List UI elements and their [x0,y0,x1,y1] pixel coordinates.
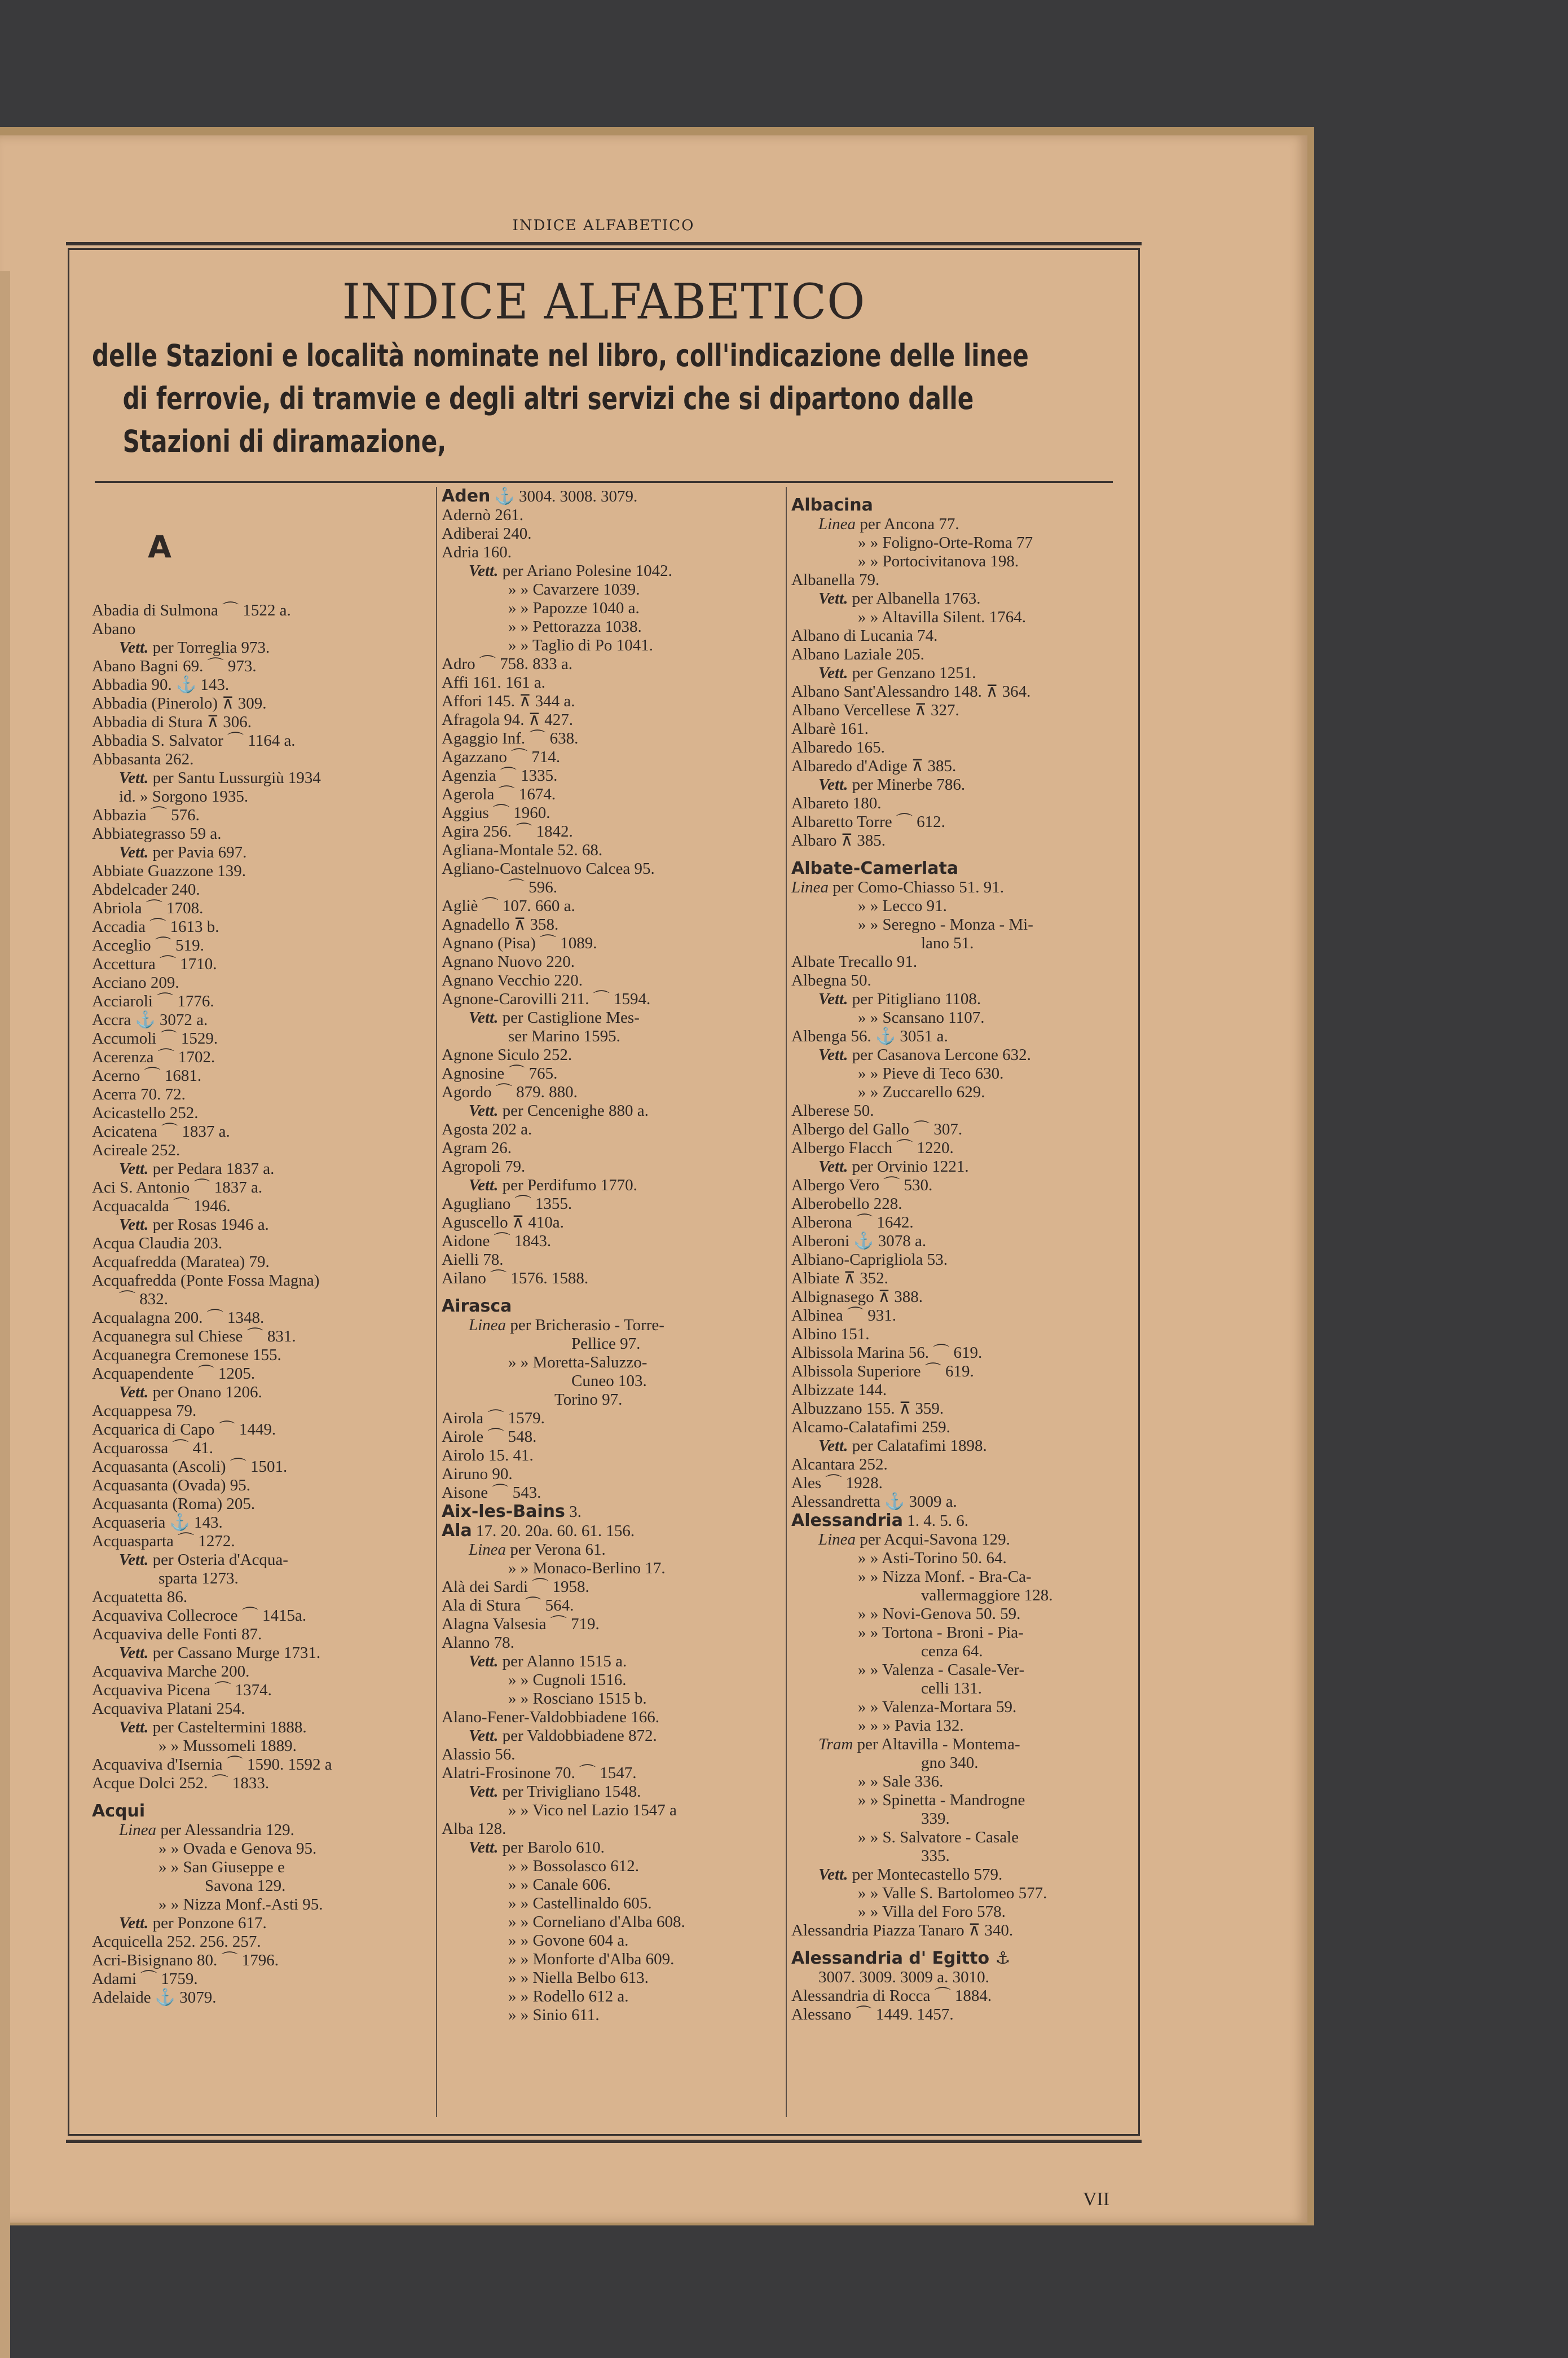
index-entry: Vett. per Albanella 1763. [818,590,981,608]
vettura-label: Vett. [469,1727,499,1745]
index-entry: Linea per Como-Chiasso 51. 91. [791,878,1004,896]
index-entry: 335. [921,1847,950,1865]
index-entry: Aguscello ⊼ 410a. [442,1213,564,1231]
column-divider [786,487,787,2117]
index-entry: Alanno 78. [442,1634,514,1652]
index-entry: Vett. per Alanno 1515 a. [469,1652,627,1670]
index-entry: Adami ⌒ 1759. [92,1970,198,1988]
index-entry: Albano Vercellese ⊼ 327. [791,701,959,719]
index-entry: Acquaviva Picena ⌒ 1374. [92,1681,272,1699]
index-entry: » » Lecco 91. [858,897,947,915]
index-entry: Ala di Stura ⌒ 564. [442,1596,574,1614]
index-entry: Pellice 97. [571,1335,641,1353]
index-entry: Albergo del Gallo ⌒ 307. [791,1120,963,1138]
index-entry: » » Niella Belbo 613. [508,1969,649,1987]
index-entry: Alberese 50. [791,1102,874,1120]
vettura-label: Vett. [119,1718,149,1736]
index-entry: Accra ⚓ 3072 a. [92,1011,208,1029]
index-entry: Agnadello ⊼ 358. [442,916,559,934]
index-entry: Aden ⚓ 3004. 3008. 3079. [442,486,638,506]
vettura-label: Vett. [119,1644,149,1662]
index-entry: Abbiategrasso 59 a. [92,825,222,843]
index-entry: Alagna Valsesia ⌒ 719. [442,1615,600,1633]
index-entry: Acquasanta (Ascoli) ⌒ 1501. [92,1458,288,1476]
vettura-label: Vett. [119,1216,149,1234]
index-entry: » » Valle S. Bartolomeo 577. [858,1884,1047,1902]
index-entry: Vett. per Rosas 1946 a. [119,1216,269,1234]
index-entry: » » Villa del Foro 578. [858,1903,1006,1921]
index-entry: Aci S. Antonio ⌒ 1837 a. [92,1178,263,1196]
index-entry: » » Tortona - Broni - Pia- [858,1624,1024,1642]
index-entry: Torino 97. [554,1391,623,1409]
vettura-label: Vett. [469,562,499,580]
index-entry: Adro ⌒ 758. 833 a. [442,655,572,673]
index-entry: Acquaviva Marche 200. [92,1662,250,1680]
index-entry: lano 51. [921,934,974,952]
index-entry: Acque Dolci 252. ⌒ 1833. [92,1774,270,1792]
index-entry: Alba 128. [442,1820,506,1838]
index-entry: Alessandria Piazza Tanaro ⊼ 340. [791,1921,1014,1939]
index-entry: Vett. per Perdifumo 1770. [469,1176,637,1194]
index-entry: » » Cavarzere 1039. [508,580,640,599]
section-letter: A [148,529,171,565]
index-entry: Agerola ⌒ 1674. [442,785,556,803]
index-entry: Acquafredda (Ponte Fossa Magna) [92,1272,320,1290]
index-entry: Acquafredda (Maratea) 79. [92,1253,270,1271]
station-heading: Acqui [92,1801,146,1821]
index-entry: Albergo Flacch ⌒ 1220. [791,1139,954,1157]
index-frame [68,248,1140,2136]
index-entry: Linea per Alessandria 129. [119,1821,294,1839]
index-entry [791,496,1130,515]
linea-label: Tram [818,1735,853,1753]
index-entry: Alà dei Sardi ⌒ 1958. [442,1578,589,1596]
index-entry [791,1949,1130,1968]
index-entry: Agira 256. ⌒ 1842. [442,822,573,841]
index-entry: » » Monaco-Berlino 17. [508,1559,666,1577]
index-entry: Linea per Acqui-Savona 129. [818,1530,1010,1548]
index-entry [92,1802,430,1821]
index-entry: » » Monforte d'Alba 609. [508,1950,675,1968]
index-entry: Agnone Siculo 252. [442,1046,572,1064]
index-entry: Linea per Ancona 77. [818,515,959,533]
index-entry: Agliè ⌒ 107. 660 a. [442,897,575,915]
index-entry: Abano Bagni 69. ⌒ 973. [92,657,257,675]
index-entry: Acquarica di Capo ⌒ 1449. [92,1420,276,1438]
index-entry: Agordo ⌒ 879. 880. [442,1083,578,1101]
page-title: INDICE ALFABETICO [342,274,866,331]
index-entry: Albaretto Torre ⌒ 612. [791,813,945,831]
index-entry: Acciano 209. [92,974,179,992]
index-entry: Alano-Fener-Valdobbiadene 166. [442,1708,659,1726]
index-entry: » » Canale 606. [508,1876,611,1894]
index-entry: Adria 160. [442,543,512,561]
station-heading: Alessandria d' Egitto ⚓ [791,1948,1011,1968]
index-entry: Acquaviva d'Isernia ⌒ 1590. 1592 a [92,1756,332,1774]
index-entry: Acquacalda ⌒ 1946. [92,1197,231,1215]
index-entry: » » Portocivitanova 198. [858,552,1019,570]
linea-label: Linea [818,515,856,533]
index-entry: Abriola ⌒ 1708. [92,899,204,917]
index-entry: Acqualagna 200. ⌒ 1348. [92,1309,265,1327]
index-entry: » » Vico nel Lazio 1547 a [508,1801,677,1819]
index-entry: » » Sinio 611. [508,2006,600,2024]
station-heading: Albate-Camerlata [791,859,959,878]
index-entry [791,859,1130,878]
index-entry: Acquasanta (Ovada) 95. [92,1476,251,1494]
index-entry: Acquapendente ⌒ 1205. [92,1365,256,1383]
index-column-1 [92,487,430,2007]
linea-label: Linea [818,1530,856,1548]
index-entry: Savona 129. [205,1877,286,1895]
index-entry: » » Scansano 1107. [858,1009,985,1027]
index-entry: Airola ⌒ 1579. [442,1409,545,1427]
vettura-label: Vett. [469,1652,499,1670]
index-entry: Alcantara 252. [791,1455,888,1473]
index-entry: Albano Laziale 205. [791,645,924,663]
index-entry: Acquatetta 86. [92,1588,188,1606]
index-entry: Agropoli 79. [442,1158,526,1176]
index-entry: Albareto 180. [791,794,882,812]
index-entry: 339. [921,1810,950,1828]
index-entry: » » Asti-Torino 50. 64. [858,1549,1007,1567]
station-heading: Aden [442,486,491,506]
vettura-label: Vett. [469,1838,499,1857]
index-entry: Aidone ⌒ 1843. [442,1232,552,1250]
index-entry: Albino 151. [791,1325,870,1343]
vettura-label: Vett. [119,1160,149,1178]
index-entry: Acireale 252. [92,1141,180,1159]
index-entry: Albuzzano 155. ⊼ 359. [791,1400,944,1418]
index-entry: 3007. 3009. 3009 a. 3010. [818,1968,989,1986]
index-entry: Agnano (Pisa) ⌒ 1089. [442,934,597,952]
index-entry: » » Altavilla Silent. 1764. [858,608,1027,626]
index-entry: ser Marino 1595. [508,1027,620,1045]
vettura-label: Vett. [818,664,848,682]
vettura-label: Vett. [818,1866,848,1884]
station-heading: Airasca [442,1296,512,1316]
index-entry: Vett. per Santu Lussurgiù 1934 [119,769,321,787]
index-entry: Albegna 50. [791,971,871,989]
index-entry: Acerenza ⌒ 1702. [92,1048,215,1066]
vettura-label: Vett. [818,990,848,1008]
index-entry: Adiberai 240. [442,525,532,543]
vettura-label: Vett. [818,1437,848,1455]
index-entry: » » Taglio di Po 1041. [508,636,653,654]
index-entry: Abbazia ⌒ 576. [92,806,200,824]
subtitle-line-1: delle Stazioni e località nominate nel libro, coll'indicazione delle linee [92,338,1029,373]
index-entry: Albarè 161. [791,720,869,738]
subtitle-line-3: Stazioni di diramazione, [122,424,447,459]
index-entry: Agnosine ⌒ 765. [442,1064,558,1083]
linea-label: Linea [469,1316,506,1334]
index-entry: Agosta 202 a. [442,1120,532,1138]
linea-label: Linea [119,1821,157,1839]
index-entry: Acquanegra sul Chiese ⌒ 831. [92,1327,296,1345]
index-entry: Vett. per Casteltermini 1888. [119,1718,307,1736]
index-entry [442,1297,780,1316]
index-entry: Vett. per Calatafimi 1898. [818,1437,987,1455]
index-entry: Accumoli ⌒ 1529. [92,1030,218,1048]
index-entry: Albissola Superiore ⌒ 619. [791,1362,974,1380]
linea-label: Linea [469,1541,506,1559]
index-entry: » » Rosciano 1515 b. [508,1690,647,1708]
index-entry: Vett. per Orvinio 1221. [818,1158,969,1176]
vettura-label: Vett. [119,1383,149,1401]
station-heading: Alessandria [791,1511,903,1530]
index-entry: ⌒ 832. [119,1290,169,1308]
index-entry: Vett. per Castiglione Mes- [469,1009,640,1027]
index-entry: Vett. per Torreglia 973. [119,639,270,657]
vettura-label: Vett. [119,1551,149,1569]
index-entry: Vett. per Pavia 697. [119,843,247,861]
index-entry: » » Mussomeli 1889. [158,1737,297,1755]
index-entry: Vett. per Minerbe 786. [818,776,966,794]
index-entry: Agaggio Inf. ⌒ 638. [442,729,579,747]
index-entry: » » Sale 336. [858,1772,944,1791]
index-entry: Ales ⌒ 1928. [791,1474,883,1492]
index-entry: Vett. per Osteria d'Acqua- [119,1551,288,1569]
index-entry: Albano di Lucania 74. [791,627,938,645]
index-entry: Acicastello 252. [92,1104,199,1122]
station-heading: Aix-les-Bains [442,1502,565,1521]
vettura-label: Vett. [119,843,149,861]
index-entry: Alcamo-Calatafimi 259. [791,1418,950,1436]
index-entry: » » Rodello 612 a. [508,1987,629,2005]
vettura-label: Vett. [119,769,149,787]
index-entry: Abbadia (Pinerolo) ⊼ 309. [92,694,267,712]
vettura-label: Vett. [119,1914,149,1932]
vettura-label: Vett. [818,776,848,794]
index-entry: Affi 161. 161 a. [442,674,545,692]
index-entry: Albignasego ⊼ 388. [791,1288,923,1306]
index-entry: Albiate ⊼ 352. [791,1269,888,1287]
index-entry: Ala 17. 20. 20a. 60. 61. 156. [442,1521,635,1541]
index-entry: Albergo Vero ⌒ 530. [791,1176,933,1194]
index-entry: Acicatena ⌒ 1837 a. [92,1123,230,1141]
index-entry: » » Pieve di Teco 630. [858,1064,1004,1083]
vettura-label: Vett. [818,1046,848,1064]
index-entry: Albanella 79. [791,571,880,589]
index-entry: » » San Giuseppe e [158,1858,285,1876]
index-entry: Agliana-Montale 52. 68. [442,841,603,859]
vettura-label: Vett. [469,1102,499,1120]
index-entry: Acri-Bisignano 80. ⌒ 1796. [92,1951,279,1969]
index-entry: Albate Trecallo 91. [791,953,918,971]
index-entry: Airole ⌒ 548. [442,1428,537,1446]
index-entry: » » Valenza-Mortara 59. [858,1698,1017,1716]
index-entry: » » Papozze 1040 a. [508,599,640,617]
page-left-edge [0,271,10,2358]
index-entry: » » Castellinaldo 605. [508,1894,652,1912]
index-entry: Abbasanta 262. [92,750,194,768]
index-entry: Albinea ⌒ 931. [791,1306,897,1325]
index-entry: gno 340. [921,1754,979,1772]
index-entry: » » S. Salvatore - Casale [858,1828,1019,1846]
index-entry: Acqua Claudia 203. [92,1234,223,1252]
index-entry: Vett. per Cassano Murge 1731. [119,1644,321,1662]
index-entry: Agugliano ⌒ 1355. [442,1195,572,1213]
index-entry: » » Govone 604 a. [508,1932,629,1950]
index-entry: » » Cugnoli 1516. [508,1671,627,1689]
index-entry: Adelaide ⚓ 3079. [92,1989,217,2007]
index-entry: » » Moretta-Saluzzo- [508,1353,648,1371]
index-entry: » » Ovada e Genova 95. [158,1840,317,1858]
index-entry: Acceglio ⌒ 519. [92,936,204,954]
index-entry: » » Corneliano d'Alba 608. [508,1913,685,1931]
page-number: VII [1083,2189,1110,2210]
index-entry: » » Valenza - Casale-Ver- [858,1661,1025,1679]
index-entry: vallermaggiore 128. [921,1586,1053,1604]
vettura-label: Vett. [469,1176,499,1194]
index-entry: Vett. per Pitigliano 1108. [818,990,981,1008]
vettura-label: Vett. [469,1783,499,1801]
index-entry: » » Bossolasco 612. [508,1857,639,1875]
index-entry: Aix-les-Bains 3. [442,1502,582,1521]
index-entry: » » Novi-Genova 50. 59. [858,1605,1021,1623]
index-entry: Alessano ⌒ 1449. 1457. [791,2005,954,2023]
index-entry: Abbadia 90. ⚓ 143. [92,676,230,694]
index-entry: Accettura ⌒ 1710. [92,955,217,973]
index-entry: id. » Sorgono 1935. [119,788,249,806]
book-page [0,135,1307,2223]
index-entry: Vett. per Cencenighe 880 a. [469,1102,649,1120]
index-entry: ⌒ 596. [508,878,558,896]
index-entry: Accadia ⌒ 1613 b. [92,918,219,936]
index-entry: Acquappesa 79. [92,1402,197,1420]
index-entry: Airuno 90. [442,1465,513,1483]
index-entry: Aggius ⌒ 1960. [442,804,550,822]
index-entry: celli 131. [921,1679,982,1697]
subtitle-line-2: di ferrovie, di tramvie e degli altri servizi che si dipartono dalle [122,381,974,416]
index-entry: Vett. per Casanova Lercone 632. [818,1046,1031,1064]
index-entry: Vett. per Pedara 1837 a. [119,1160,275,1178]
index-entry: Cuneo 103. [571,1372,647,1390]
index-entry: Agnano Vecchio 220. [442,971,583,989]
index-entry: » » Zuccarello 629. [858,1083,985,1101]
column-divider [436,487,437,2117]
index-entry: Acquaviva delle Fonti 87. [92,1625,262,1643]
index-entry: Linea per Bricherasio - Torre- [469,1316,664,1334]
index-entry: Acciaroli ⌒ 1776. [92,992,214,1010]
header-rule [95,481,1113,483]
index-entry: Acquaviva Platani 254. [92,1700,245,1718]
index-entry: Afragola 94. ⊼ 427. [442,711,574,729]
index-entry: Abbiate Guazzone 139. [92,862,246,880]
index-entry: Alessandretta ⚓ 3009 a. [791,1493,957,1511]
index-entry: Albiano-Caprigliola 53. [791,1251,948,1269]
vettura-label: Vett. [119,639,149,657]
running-head: INDICE ALFABETICO [512,217,695,234]
index-entry: Vett. per Ponzone 617. [119,1914,267,1932]
index-column-3 [791,487,1130,2024]
index-entry: Affori 145. ⊼ 344 a. [442,692,575,710]
index-entry: Aisone ⌒ 543. [442,1484,541,1502]
index-entry: Alberona ⌒ 1642. [791,1213,914,1231]
index-entry: » » Foligno-Orte-Roma 77 [858,534,1033,552]
index-entry: Vett. per Ariano Polesine 1042. [469,562,672,580]
index-entry: Albaredo 165. [791,738,885,756]
index-entry: Vett. per Trivigliano 1548. [469,1783,641,1801]
index-entry: Linea per Verona 61. [469,1541,606,1559]
index-entry: Vett. per Onano 1206. [119,1383,262,1401]
index-entry: Vett. per Montecastello 579. [818,1866,1003,1884]
station-heading: Ala [442,1521,472,1541]
station-heading: Albacina [791,495,873,515]
index-entry: Ailano ⌒ 1576. 1588. [442,1269,589,1287]
index-entry: Albano Sant'Alessandro 148. ⊼ 364. [791,683,1031,701]
index-entry: Alatri-Frosinone 70. ⌒ 1547. [442,1764,637,1782]
index-entry: Abbadia S. Salvator ⌒ 1164 a. [92,732,296,750]
index-entry: » » » Pavia 132. [858,1717,964,1735]
index-entry: Agnone-Carovilli 211. ⌒ 1594. [442,990,651,1008]
vettura-label: Vett. [818,590,848,608]
index-entry: Agazzano ⌒ 714. [442,748,561,766]
index-entry: Acerra 70. 72. [92,1085,186,1103]
index-entry: Alberoni ⚓ 3078 a. [791,1232,927,1250]
index-entry: Alberobello 228. [791,1195,902,1213]
index-entry: Albizzate 144. [791,1381,887,1399]
index-entry: Albaredo d'Adige ⊼ 385. [791,757,957,775]
index-entry: Acquaseria ⚓ 143. [92,1514,223,1532]
index-entry: Alessandria di Rocca ⌒ 1884. [791,1987,992,2005]
index-entry: Agenzia ⌒ 1335. [442,767,558,785]
index-entry: cenza 64. [921,1642,983,1660]
index-entry: Vett. per Valdobbiadene 872. [469,1727,657,1745]
index-entry: Agnano Nuovo 220. [442,953,575,971]
index-entry: Acquasparta ⌒ 1272. [92,1532,235,1550]
index-entry: » » Nizza Monf. - Bra-Ca- [858,1568,1032,1586]
index-entry: Acquicella 252. 256. 257. [92,1933,261,1951]
page-subtitle [92,335,1104,463]
linea-label: Linea [791,878,829,896]
index-entry: Vett. per Barolo 610. [469,1838,605,1857]
index-entry: Abadia di Sulmona ⌒ 1522 a. [92,601,291,619]
index-entry: Albaro ⊼ 385. [791,832,886,850]
index-entry: Vett. per Genzano 1251. [818,664,976,682]
index-entry: Abdelcader 240. [92,881,200,899]
index-entry: Airolo 15. 41. [442,1446,534,1464]
index-column-2 [442,487,780,2025]
index-entry: Acerno ⌒ 1681. [92,1067,202,1085]
vettura-label: Vett. [469,1009,499,1027]
index-entry: Abano [92,620,136,638]
index-entry: Acquarossa ⌒ 41. [92,1439,214,1457]
index-entry: Alessandria 1. 4. 5. 6. [791,1511,968,1530]
index-entry: Abbadia di Stura ⊼ 306. [92,713,252,731]
index-entry: Agram 26. [442,1139,512,1157]
index-entry: Albissola Marina 56. ⌒ 619. [791,1344,983,1362]
index-entry: Acquasanta (Roma) 205. [92,1495,256,1513]
index-entry: Agliano-Castelnuovo Calcea 95. [442,860,655,878]
index-entry: Aielli 78. [442,1251,504,1269]
vettura-label: Vett. [818,1158,848,1176]
index-entry: Acquaviva Collecroce ⌒ 1415a. [92,1607,307,1625]
index-entry: » » Nizza Monf.-Asti 95. [158,1895,323,1913]
index-entry: sparta 1273. [158,1569,239,1587]
index-entry: Acquanegra Cremonese 155. [92,1346,281,1364]
index-entry: Tram per Altavilla - Montema- [818,1735,1020,1753]
index-entry: Albenga 56. ⚓ 3051 a. [791,1027,948,1045]
index-entry: » » Pettorazza 1038. [508,618,642,636]
index-entry: Alassio 56. [442,1745,516,1763]
index-entry: » » Seregno - Monza - Mi- [858,916,1033,934]
index-entry: » » Spinetta - Mandrogne [858,1791,1025,1809]
index-entry: Adernò 261. [442,506,523,524]
